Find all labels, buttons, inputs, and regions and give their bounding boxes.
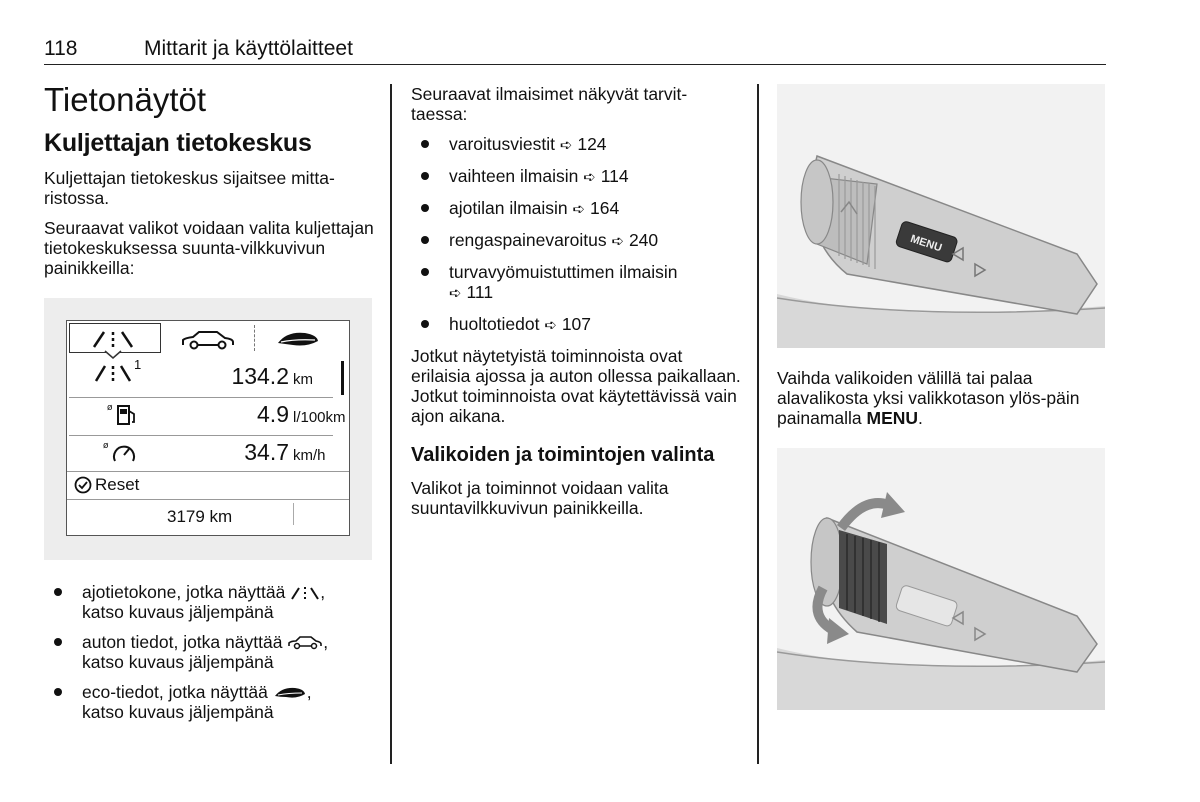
page-reference[interactable]: 111 xyxy=(466,282,494,302)
fuel-consumption-unit: l/100km xyxy=(293,409,346,426)
menu-button-label: MENU xyxy=(908,232,944,255)
scrollbar[interactable] xyxy=(341,361,344,395)
column-divider xyxy=(390,84,392,764)
page-reference[interactable]: 240 xyxy=(628,230,659,250)
fuel-consumption-value: 4.9 xyxy=(257,401,289,427)
column-divider xyxy=(757,84,759,764)
trip-computer-icon xyxy=(91,329,135,349)
page-reference-arrow-icon: ➪ xyxy=(611,233,625,250)
paragraph: Valikot ja toiminnot voidaan valita suuntavilkkuvivun painikkeilla. xyxy=(411,478,669,518)
trip-computer-icon xyxy=(290,585,320,601)
page-number: 118 xyxy=(44,37,78,60)
tab-pointer-icon xyxy=(103,350,123,359)
menu-bullet-list xyxy=(44,582,374,732)
tab-divider xyxy=(254,325,255,351)
list-item: ajotietokone, jotka näyttää , katso kuvaus jäljempänä xyxy=(44,582,374,622)
row-divider xyxy=(69,435,333,436)
average-speed-value: 34.7 xyxy=(244,439,289,465)
eco-leaf-icon xyxy=(275,329,321,349)
indicator-stalk-illustration xyxy=(777,84,1105,348)
page-header xyxy=(44,36,1106,65)
svg-text:ø: ø xyxy=(107,403,113,413)
middle-column xyxy=(411,84,741,528)
section-title: Tietonäytöt xyxy=(44,81,207,118)
car-icon xyxy=(287,635,323,651)
chapter-title: Mittarit ja käyttölaitteet xyxy=(144,37,353,60)
car-icon xyxy=(179,329,237,351)
average-speed-icon xyxy=(103,439,139,465)
reset-label: Reset xyxy=(95,475,140,494)
rotary-ring-figure xyxy=(777,448,1105,710)
trip-number: 1 xyxy=(134,357,142,372)
page-reference-arrow-icon: ➪ xyxy=(583,169,596,186)
list-item: vaihteen ilmaisin ➪ 114 xyxy=(411,166,741,188)
page-reference[interactable]: 107 xyxy=(561,314,592,334)
paragraph: Seuraavat ilmaisimet näkyvät tarvit-taessa: xyxy=(411,84,688,124)
paragraph: Vaihda valikoiden välillä tai palaa alavalikosta yksi valikkotason ylös-päin painamalla MENU. xyxy=(777,368,1080,428)
section-subtitle: Kuljettajan tietokeskus xyxy=(44,129,312,157)
section-heading: Valikoiden ja toimintojen valinta xyxy=(411,444,715,466)
eco-leaf-icon xyxy=(273,685,307,701)
menu-keyword: MENU xyxy=(866,408,919,428)
rotary-ring-illustration xyxy=(777,448,1105,710)
page-reference-arrow-icon: ➪ xyxy=(449,285,462,302)
trip-computer-icon xyxy=(93,361,133,383)
list-item: turvavyömuistuttimen ilmaisin ➪ 111 xyxy=(411,262,741,304)
page-reference-arrow-icon: ➪ xyxy=(572,201,586,218)
row-divider xyxy=(69,397,333,398)
list-item: auton tiedot, jotka näyttää , katso kuvaus jäljempänä xyxy=(44,632,374,672)
page-reference[interactable]: 164 xyxy=(590,198,620,218)
list-item: eco-tiedot, jotka näyttää , katso kuvaus jäljempänä xyxy=(44,682,374,722)
paragraph: Kuljettajan tietokeskus sijaitsee mitta-ristossa. xyxy=(44,168,335,208)
driver-info-display xyxy=(66,320,350,536)
fuel-consumption-icon xyxy=(107,401,139,427)
right-column-text xyxy=(777,368,1107,438)
indicator-stalk-figure xyxy=(777,84,1105,348)
trip-distance-value: 134.2 xyxy=(231,363,289,389)
odometer: 3179 km xyxy=(167,507,233,526)
page-reference-arrow-icon: ➪ xyxy=(559,137,573,154)
row-divider xyxy=(67,471,349,472)
page-reference[interactable]: 124 xyxy=(577,134,607,154)
list-item: varoitusviestit ➪ 124 xyxy=(411,134,741,156)
page-reference-arrow-icon: ➪ xyxy=(544,317,557,334)
list-item: ajotilan ilmaisin ➪ 164 xyxy=(411,198,741,220)
average-speed-unit: km/h xyxy=(293,447,326,464)
driver-info-display-figure xyxy=(44,298,372,560)
row-divider xyxy=(67,499,349,500)
paragraph: Seuraavat valikot voidaan valita kuljettajan tietokeskuksessa suunta-vilkkuvivun painikkeilla: xyxy=(44,218,374,278)
left-column xyxy=(44,80,374,288)
page-reference[interactable]: 114 xyxy=(600,166,629,186)
list-item: huoltotiedot ➪ 107 xyxy=(411,314,741,336)
trip-distance-unit: km xyxy=(293,371,313,388)
paragraph: Jotkut näytetyistä toiminnoista ovat erilaisia ajossa ja auton ollessa paikallaan. Jotkut toiminnoista ovat käytettävissä vain ajon aikana. xyxy=(411,346,741,426)
checkmark-circle-icon xyxy=(73,475,93,495)
svg-text:ø: ø xyxy=(103,441,109,451)
list-item: rengaspainevaroitus ➪ 240 xyxy=(411,230,741,252)
row-divider xyxy=(293,503,294,525)
